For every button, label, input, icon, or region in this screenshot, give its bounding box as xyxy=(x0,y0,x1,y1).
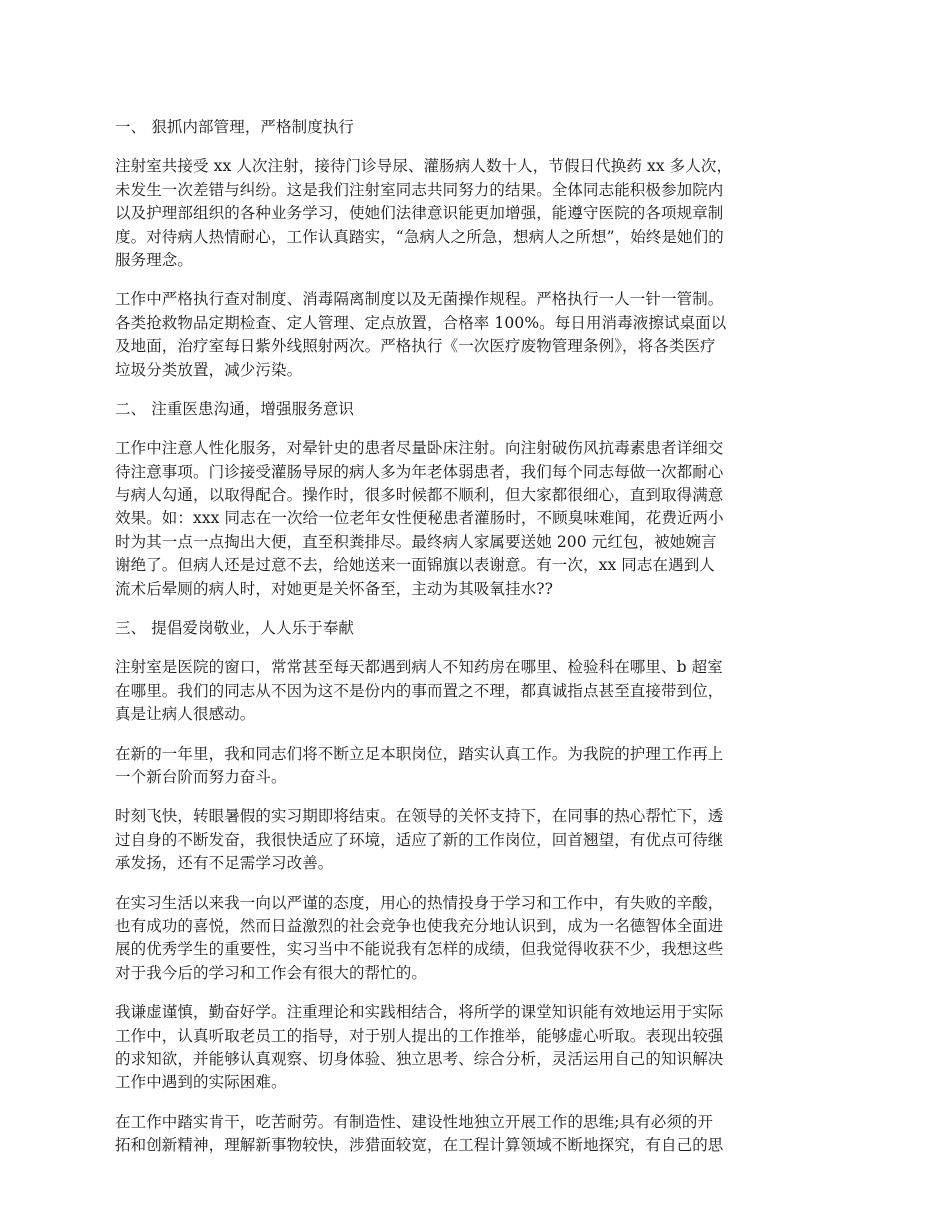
text-line: 服务理念。 xyxy=(115,250,194,269)
paragraph-6 xyxy=(115,805,840,875)
paragraph-2 xyxy=(115,288,840,382)
text-line: 注射室是医院的窗口，常常甚至每天都遇到病人不知药房在哪里、检验科在哪里、b 超室 xyxy=(115,658,723,677)
section-heading-1 xyxy=(115,116,840,139)
text-line: 与病人勾通，以取得配合。操作时，很多时候都不顺利，但大家都很细心，直到取得满意 xyxy=(115,486,724,505)
paragraph-8 xyxy=(115,1001,840,1095)
text-line: 未发生一次差错与纠纷。这是我们注射室同志共同努力的结果。全体同志能积极参加院内 xyxy=(115,180,724,199)
text-line: 工作中注意人性化服务，对晕针史的患者尽量卧床注射。向注射破伤风抗毒素患者详细交 xyxy=(115,439,724,458)
text-line: 工作中遇到的实际困难。 xyxy=(115,1073,287,1092)
paragraph-7 xyxy=(115,892,840,986)
heading-line: 二、 注重医患沟通，增强服务意识 xyxy=(115,399,355,418)
heading-line: 三、 提倡爱岗敬业，人人乐于奉献 xyxy=(115,619,355,638)
text-line: 垃圾分类放置，减少污染。 xyxy=(115,360,303,379)
text-line: 工作中严格执行查对制度、消毒隔离制度以及无菌操作规程。严格执行一人一针一管制。 xyxy=(115,290,724,309)
text-line: 的求知欲，并能够认真观察、切身体验、独立思考、综合分析，灵活运用自己的知识解决 xyxy=(115,1049,724,1068)
text-line: 待注意事项。门诊接受灌肠导尿的病人多为年老体弱患者，我们每个同志每做一次都耐心 xyxy=(115,462,724,481)
text-line: 也有成功的喜悦，然而日益激烈的社会竞争也使我充分地认识到，成为一名德智体全面进 xyxy=(115,916,724,935)
paragraph-5 xyxy=(115,743,840,790)
text-line: 各类抢救物品定期检查、定人管理、定点放置，合格率 100%。每日用消毒液擦试桌面以 xyxy=(115,313,727,332)
text-line: 在新的一年里，我和同志们将不断立足本职岗位，踏实认真工作。为我院的护理工作再上 xyxy=(115,744,724,763)
text-line: 承发扬，还有不足需学习改善。 xyxy=(115,854,334,873)
text-line: 效果。如：xxx 同志在一次给一位老年女性便秘患者灌肠时，不顾臭味难闻，花费近两小 xyxy=(115,509,724,528)
text-line: 一个新台阶而努力奋斗。 xyxy=(115,767,287,786)
heading-line: 一、 狠抓内部管理，严格制度执行 xyxy=(115,118,355,136)
text-line: 我谦虚谨慎，勤奋好学。注重理论和实践相结合，将所学的课堂知识能有效地运用于实际 xyxy=(115,1003,724,1022)
text-line: 真是让病人很感动。 xyxy=(115,705,256,724)
text-line: 时刻飞快，转眼暑假的实习期即将结束。在领导的关怀支持下，在同事的热心帮忙下，透 xyxy=(115,807,724,826)
section-heading-2 xyxy=(115,398,840,421)
text-line: 对于我今后的学习和工作会有很大的帮忙的。 xyxy=(115,963,428,982)
text-line: 以及护理部组织的各种业务学习，使她们法律意识能更加增强，能遵守医院的各项规章制 xyxy=(115,204,724,223)
paragraph-1 xyxy=(115,155,840,272)
section-heading-3 xyxy=(115,617,840,640)
text-line: 工作中，认真听取老员工的指导，对于别人提出的工作推举，能够虚心听取。表现出较强 xyxy=(115,1026,724,1045)
text-line: 展的优秀学生的重要性，实习当中不能说我有怎样的成绩，但我觉得收获不少，我想这些 xyxy=(115,940,724,959)
text-line: 谢绝了。但病人还是过意不去，给她送来一面锦旗以表谢意。有一次，xx 同志在遇到人 xyxy=(115,556,715,575)
text-line: 在工作中踏实肯干，吃苦耐劳。有制造性、建设性地独立开展工作的思维;具有必须的开 xyxy=(115,1112,714,1131)
text-line: 注射室共接受 xx 人次注射，接待门诊导尿、灌肠病人数十人，节假日代换药 xx 多人次， xyxy=(115,157,733,176)
text-line: 流术后晕厕的病人时，对她更是关怀备至，主动为其吸氧挂水?? xyxy=(115,579,554,598)
text-line: 及地面，治疗室每日紫外线照射两次。严格执行《一次医疗废物管理条例》，将各类医疗 xyxy=(115,337,716,356)
text-line: 过自身的不断发奋，我很快适应了环境，适应了新的工作岗位，回首翘望，有优点可待继 xyxy=(115,830,724,849)
document-page xyxy=(115,116,840,1173)
text-line: 时为其一点一点掏出大便，直至积粪排尽。最终病人家属要送她 200 元红包，被她婉言 xyxy=(115,532,717,551)
text-line: 在哪里。我们的同志从不因为这不是份内的事而置之不理，都真诚指点甚至直接带到位， xyxy=(115,681,724,700)
text-line: 在实习生活以来我一向以严谨的态度，用心的热情投身于学习和工作中，有失败的辛酸， xyxy=(115,893,724,912)
text-line: 拓和创新精神，理解新事物较快，涉猎面较宽，在工程计算领域不断地探究，有自己的思 xyxy=(115,1136,724,1155)
paragraph-9 xyxy=(115,1111,840,1158)
paragraph-3 xyxy=(115,437,840,601)
text-line: 度。对待病人热情耐心，工作认真踏实，“急病人之所急，想病人之所想”，始终是她们的 xyxy=(115,227,724,246)
paragraph-4 xyxy=(115,656,840,726)
